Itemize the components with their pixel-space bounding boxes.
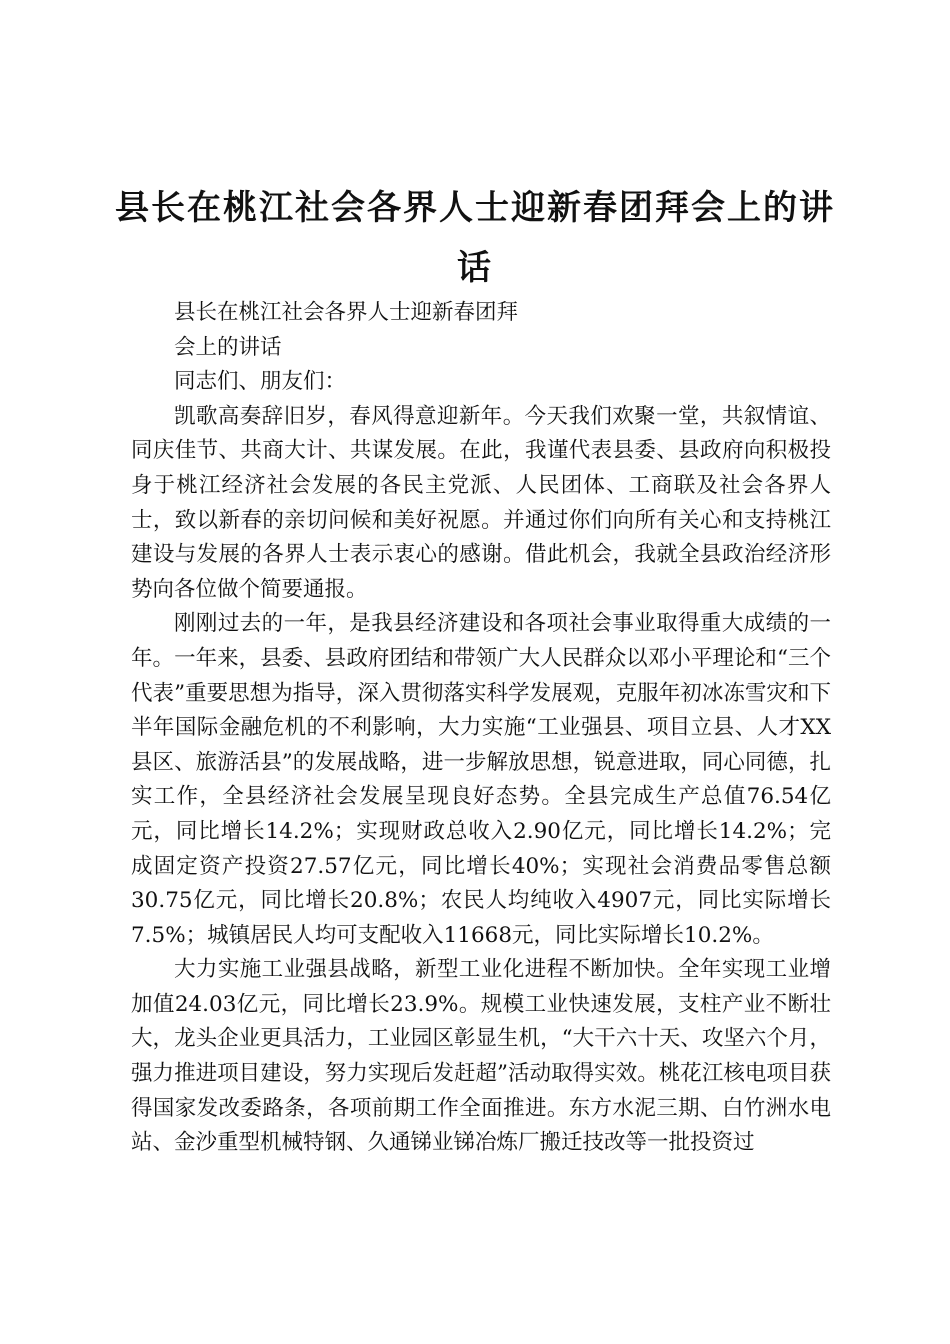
paragraph: 凯歌高奏辞旧岁，春风得意迎新年。今天我们欢聚一堂，共叙情谊、同庆佳节、共商大计、共谋发展。在此，我谨代表县委、县政府向积极投身于桃江经济社会发展的各民主党派、人民团体、工商联及社会各界人士，致以新春的亲切问候和美好祝愿。并通过你们向所有关心和支持桃江建设与发展的各界人士表示衷心的感谢。借此机会，我就全县政治经济形势向各位做个简要通报。 (131, 403, 831, 602)
document-body (131, 296, 831, 1161)
document-title: 县长在桃江社会各界人士迎新春团拜会上的讲话 (115, 188, 835, 288)
paragraph: 大力实施工业强县战略，新型工业化进程不断加快。全年实现工业增加值24.03亿元，同比增长23.9%。规模工业快速发展，支柱产业不断壮大，龙头企业更具活力，工业园区彰显生机，“大干六十天、攻坚六个月，强力推进项目建设，努力实现后发赶超”活动取得实效。桃花江核电项目获得国家发改委路条，各项前期工作全面推进。东方水泥三期、白竹洲水电站、金沙重型机械特钢、久通锑业锑冶炼厂搬迁技改等一批投资过 (131, 957, 831, 1156)
subtitle-line-2: 会上的讲话 (174, 334, 282, 360)
paragraph: 刚刚过去的一年，是我县经济建设和各项社会事业取得重大成绩的一年。一年来，县委、县政府团结和带领广大人民群众以邓小平理论和“三个代表”重要思想为指导，深入贯彻落实科学发展观，克服年初冰冻雪灾和下半年国际金融危机的不利影响，大力实施“工业强县、项目立县、人才XX县区、旅游活县”的发展战略，进一步解放思想，锐意进取，同心同德，扎实工作，全县经济社会发展呈现良好态势。全县完成生产总值76.54亿元，同比增长14.2%；实现财政总收入2.90亿元，同比增长14.2%；完成固定资产投资27.57亿元，同比增长40%；实现社会消费品零售总额30.75亿元，同比增长20.8%；农民人均纯收入4907元，同比实际增长7.5%；城镇居民人均可支配收入11668元，同比实际增长10.2%。 (131, 611, 831, 948)
salutation: 同志们、朋友们： (174, 369, 347, 395)
subtitle-line-1: 县长在桃江社会各界人士迎新春团拜 (174, 300, 519, 325)
